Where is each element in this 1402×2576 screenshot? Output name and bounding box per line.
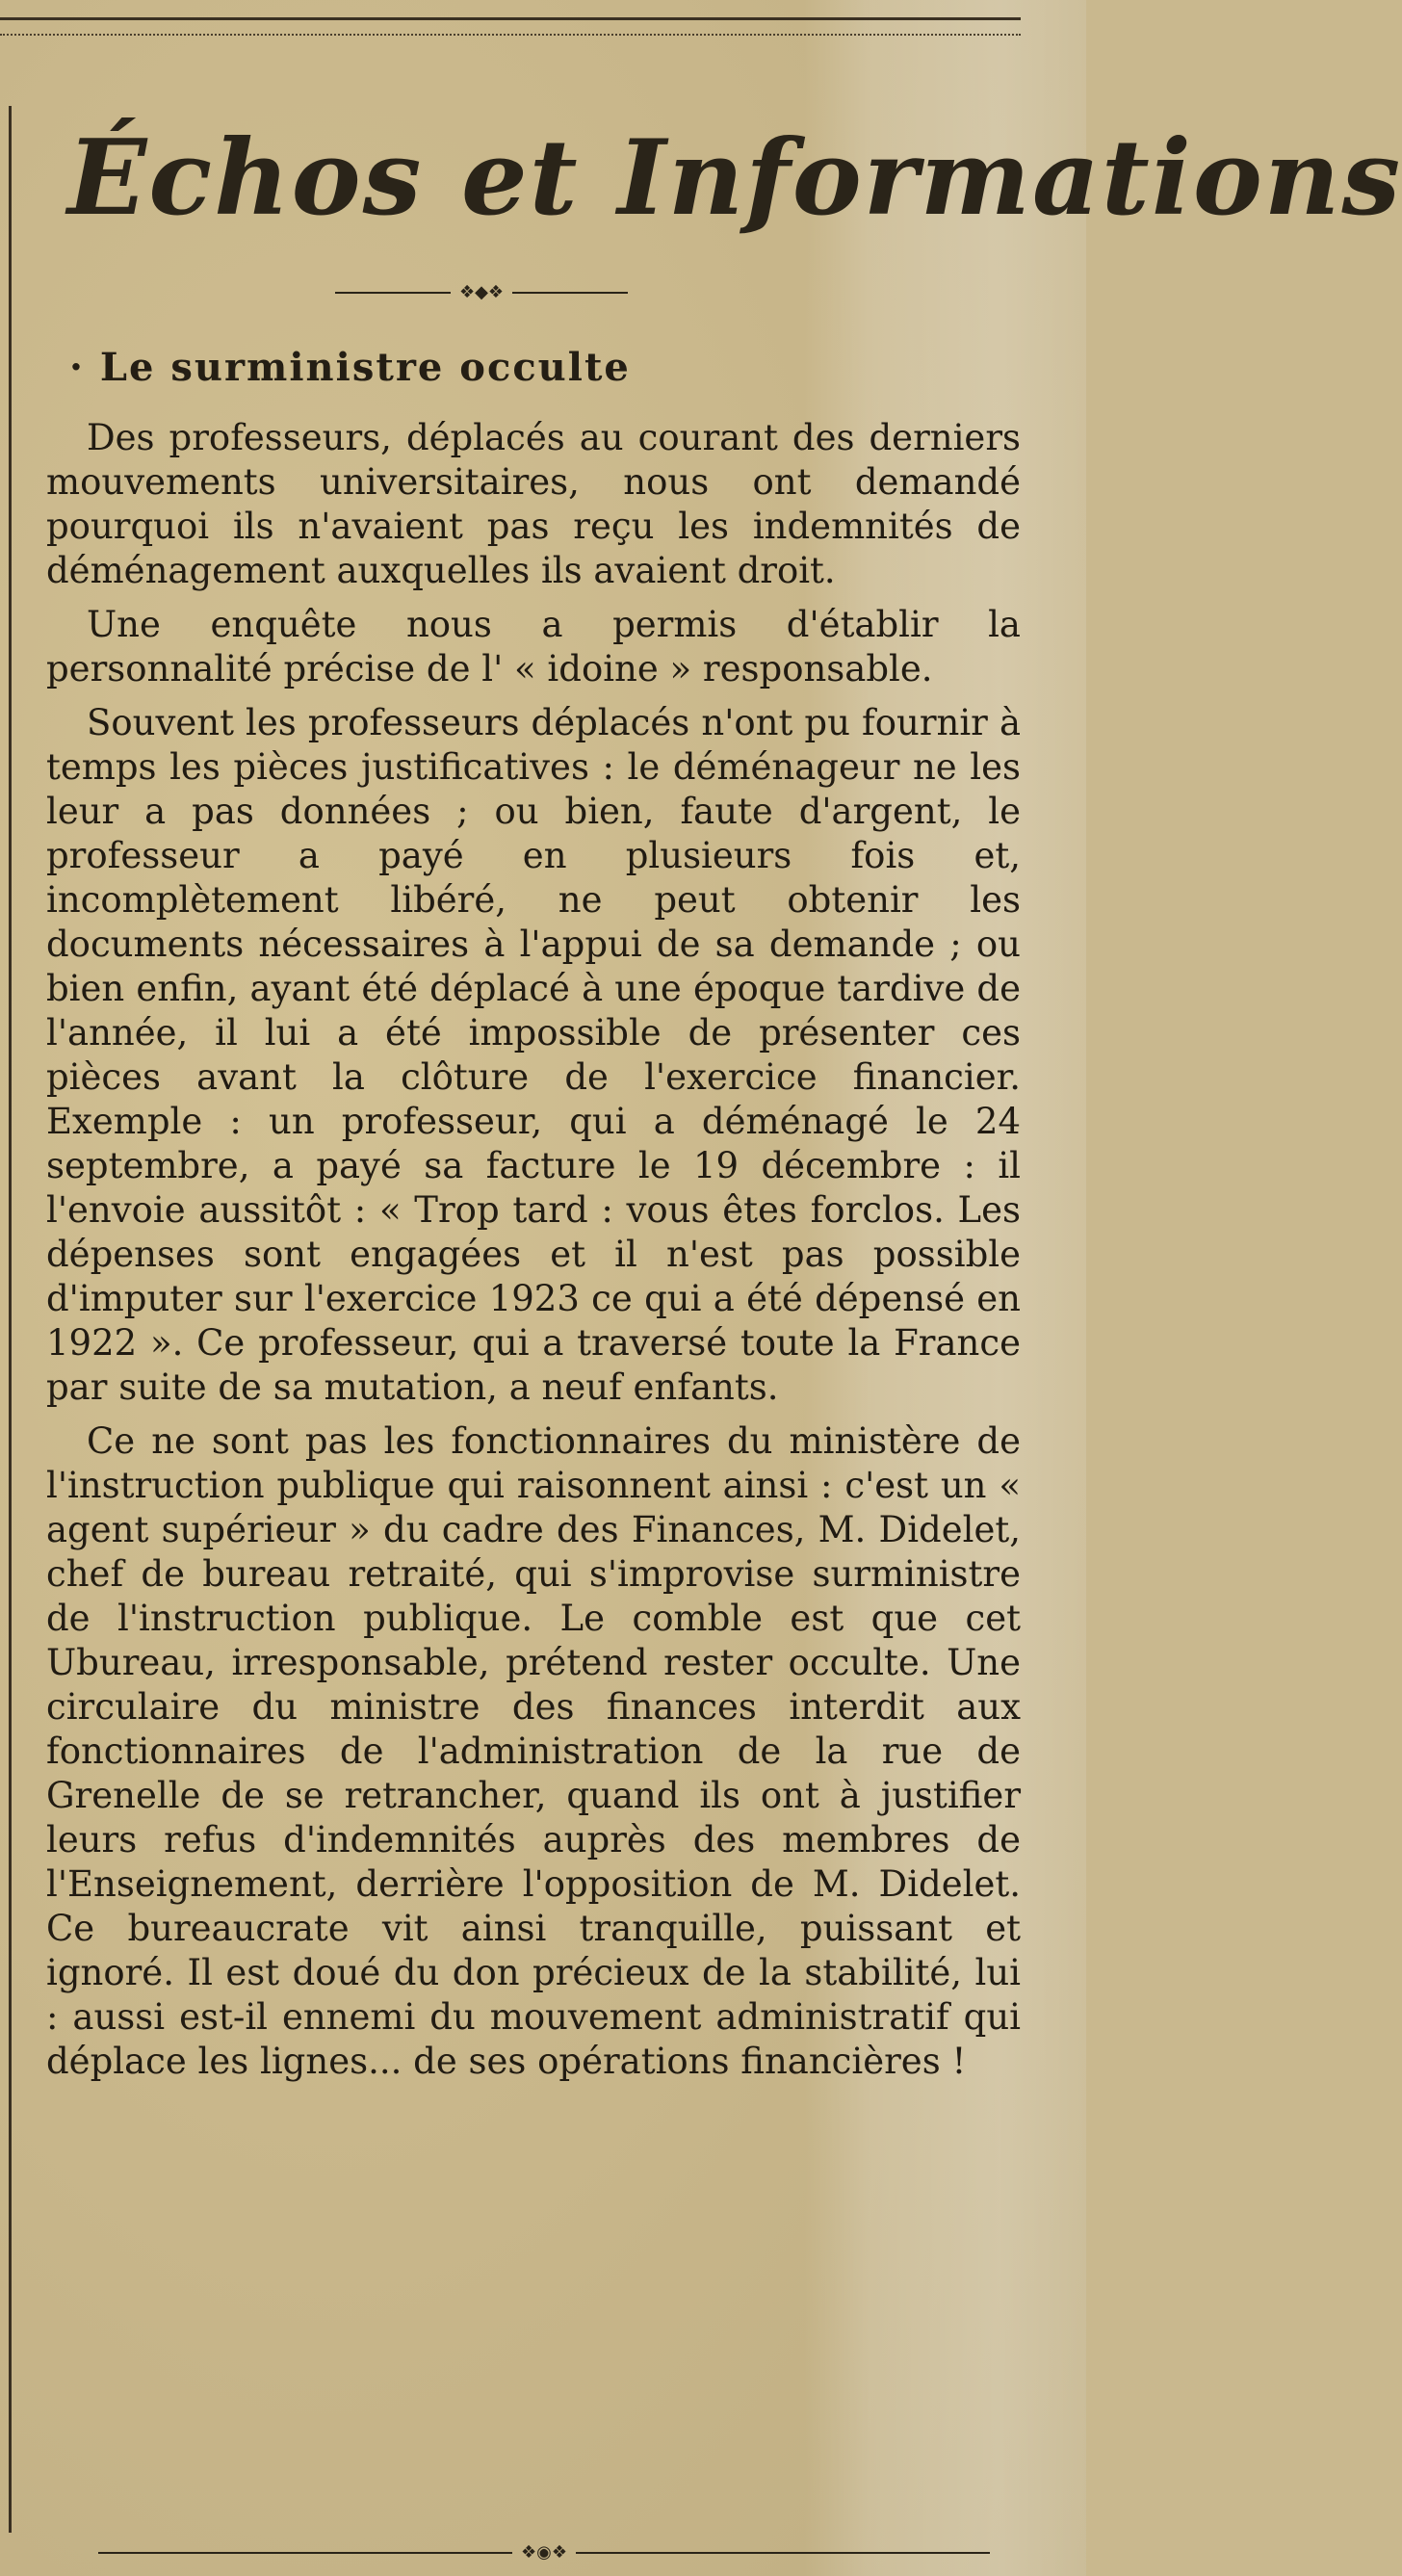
section-masthead: Échos et Informations [67,117,1402,239]
ornament-line-right [576,2552,990,2554]
article-headline: · Le surministre occulte [69,345,631,390]
fleuron-icon: ❖◆❖ [458,281,505,302]
article-headline-text: Le surministre occulte [99,345,631,390]
article-paragraph-1: Des professeurs, déplacés au courant des derniers mouvements universitaires, nous ont demandé pourquoi ils n'avaient pas reçu les indemnités de déménagement auxquelles ils avaient droit. [46,417,1021,591]
left-column-rule [9,106,12,2533]
ornament-divider-top [308,282,655,302]
article-paragraph-4: Ce ne sont pas les fonctionnaires du ministère de l'instruction publique qui raisonnent ainsi : c'est un « agent supérieur » du cadre des Finances, M. Didelet, chef de bureau retraité, qui s'improvise surministre de l'instruction publique. Le comble est que cet Ubureau, irresponsable, prétend rester occulte. Une circulaire du ministre des finances interdit aux fonctionnaires de l'administration de la rue de Grenelle de se retrancher, quand ils ont à justifier leurs refus d'indemnités auprès des membres de l'Enseignement, derrière l'opposition de M. Didelet. Ce bureaucrate vit ainsi tranquille, puissant et ignoré. Il est doué du don précieux de la stabilité, lui : aussi est-il ennemi du mouvement administratif qui déplace les lignes... de ses opérations financières ! [46,1420,1021,2082]
ornament-divider-bottom [53,2542,1035,2563]
ornament-line-left [335,292,451,294]
article-paragraph-2: Une enquête nous a permis d'établir la personnalité précise de l' « idoine » responsable. [46,604,1021,690]
top-border-rule [0,17,1021,36]
ornament-line-left [98,2552,512,2554]
ornament-line-right [512,292,628,294]
fleuron-icon: ❖◉❖ [521,2541,567,2563]
article-paragraph-3: Souvent les professeurs déplacés n'ont pu fournir à temps les pièces justificatives : le déménageur ne les leur a pas données ; ou bien, faute d'argent, le professeur a payé en plusieurs fois et, incomplètement libéré, ne peut obtenir les documents nécessaires à l'appui de sa demande ; ou bien enfin, ayant été déplacé à une époque tardive de l'année, il lui a été impossible de présenter ces pièces avant la clôture de l'exercice financier. Exemple : un professeur, qui a déménagé le 24 septembre, a payé sa facture le 19 décembre : il l'envoie aussitôt : « Trop tard : vous êtes forclos. Les dépenses sont engagées et il n'est pas possible d'imputer sur l'exercice 1923 ce qui a été dépensé en 1922 ». Ce professeur, qui a traversé toute la France par suite de sa mutation, a neuf enfants. [46,702,1021,1408]
article-body [46,416,1021,2094]
